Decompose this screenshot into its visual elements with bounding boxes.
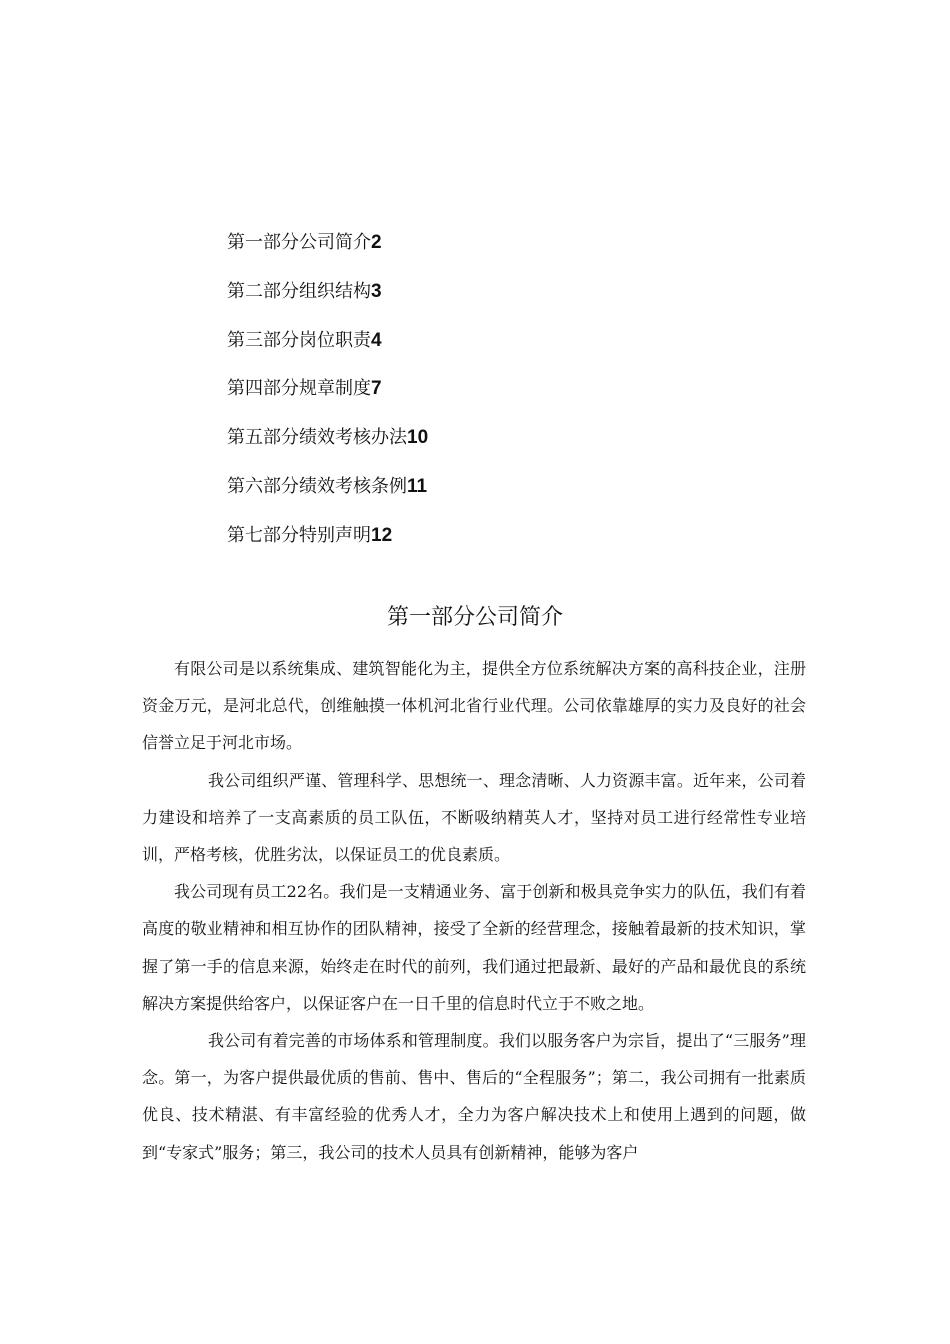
- toc-item[interactable]: [227, 472, 727, 521]
- table-of-contents: [227, 228, 727, 570]
- section-title: 第一部分公司简介: [386, 605, 563, 630]
- section-body: [142, 650, 806, 1171]
- toc-item-page: 2: [371, 232, 382, 253]
- toc-item[interactable]: [227, 521, 727, 570]
- toc-item-page: 11: [407, 475, 428, 497]
- toc-item-page: 3: [371, 280, 382, 302]
- paragraph: 我公司有着完善的市场体系和管理制度。我们以服务客户为宗旨，提出了“三服务”理念。第一，为客户提供最优质的售前、售中、售后的“全程服务”；第二，我公司拥有一批素质优良、技术精湛、有丰富经验的优秀人才，全力为客户解决技术上和使用上遇到的问题，做到“专家式”服务；第三，我公司的技术人员具有创新精神，能够为客户: [142, 1031, 806, 1162]
- toc-item-label: 第四部分规章制度: [227, 378, 371, 400]
- toc-item-label: 第一部分公司简介: [227, 232, 371, 253]
- toc-item[interactable]: [227, 423, 727, 472]
- toc-item-page: 12: [371, 524, 393, 546]
- toc-item-page: 4: [371, 329, 382, 351]
- toc-item[interactable]: [227, 374, 727, 423]
- toc-item-page: 10: [407, 427, 429, 449]
- paragraph: 我公司组织严谨、管理科学、思想统一、理念清晰、人力资源丰富。近年来，公司着力建设和培养了一支高素质的员工队伍，不断吸纳精英人才，坚持对员工进行经常性专业培训，严格考核，优胜劣汰，以保证员工的优良素质。: [142, 770, 806, 865]
- paragraph: 有限公司是以系统集成、建筑智能化为主，提供全方位系统解决方案的高科技企业，注册资金万元，是河北总代，创维触摸一体机河北省行业代理。公司依靠雄厚的实力及良好的社会信誉立足于河北市场。: [142, 659, 806, 753]
- toc-item-label: 第五部分绩效考核办法: [227, 427, 407, 449]
- toc-item-label: 第二部分组织结构: [227, 280, 371, 302]
- toc-item[interactable]: [227, 277, 727, 326]
- toc-item[interactable]: [227, 326, 727, 375]
- toc-item-label: 第三部分岗位职责: [227, 329, 371, 351]
- paragraph: 我公司现有员工22名。我们是一支精通业务、富于创新和极具竞争实力的队伍，我们有着高度的敬业精神和相互协作的团队精神，接受了全新的经营理念，接触着最新的技术知识，掌握了第一手的信息来源，始终走在时代的前列，我们通过把最新、最好的产品和最优良的系统解决方案提供给客户，以保证客户在一日千里的信息时代立于不败之地。: [142, 882, 806, 1013]
- toc-item[interactable]: [227, 228, 727, 277]
- toc-item-page: 7: [371, 378, 382, 400]
- toc-item-label: 第六部分绩效考核条例: [227, 475, 407, 497]
- toc-item-label: 第七部分特别声明: [227, 524, 371, 546]
